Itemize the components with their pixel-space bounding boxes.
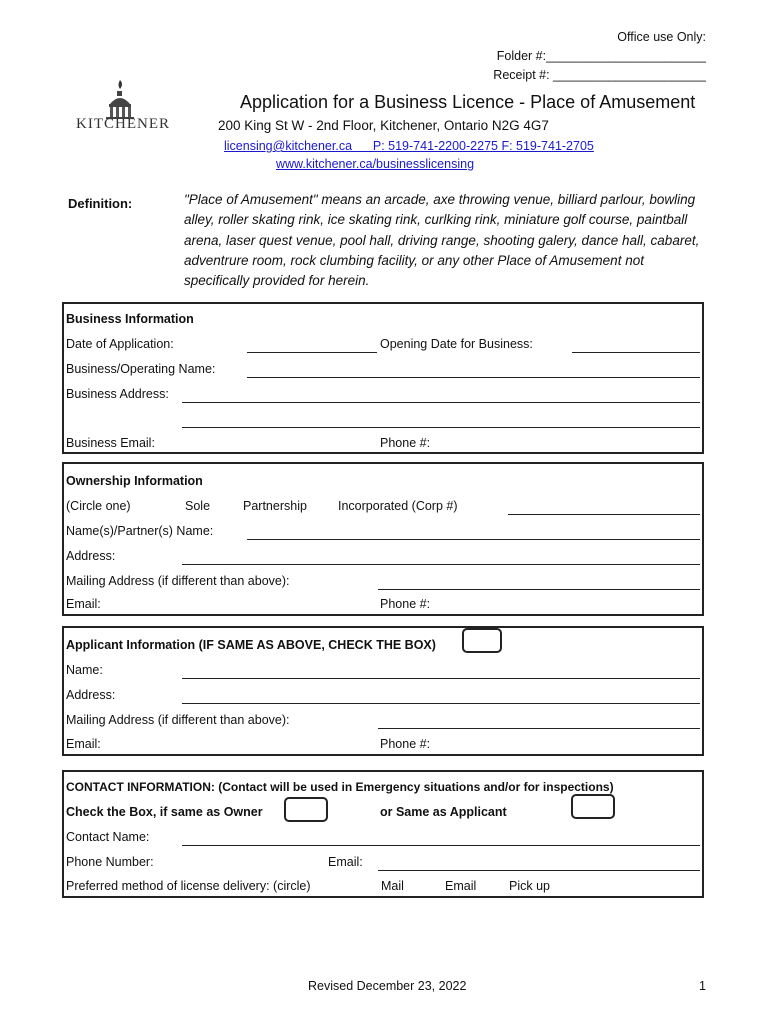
date-of-application-field[interactable] [247,352,377,353]
same-as-applicant-checkbox[interactable] [571,794,615,819]
website-link[interactable]: www.kitchener.ca/businesslicensing [276,157,475,171]
delivery-option-pickup[interactable]: Pick up [509,879,550,893]
applicant-mailing-label: Mailing Address (if different than above): [66,713,290,727]
business-address-label: Business Address: [66,387,169,401]
ownership-option-incorporated[interactable]: Incorporated (Corp #) [338,499,458,513]
ownership-info-heading: Ownership Information [66,474,203,488]
definition-label: Definition: [68,196,133,211]
same-as-above-checkbox[interactable] [462,628,502,653]
business-phone-label: Phone #: [380,436,431,450]
business-address-field-line2[interactable] [182,427,700,428]
opening-date-label: Opening Date for Business: [380,337,533,351]
applicant-name-field[interactable] [182,678,700,679]
receipt-number-field[interactable]: Receipt #: ______________________ [493,68,706,82]
office-address: 200 King St W - 2nd Floor, Kitchener, Ontario N2G 4G7 [218,118,549,133]
delivery-option-mail[interactable]: Mail [381,879,404,893]
owner-email-label: Email: [66,597,101,611]
business-email-label: Business Email: [66,436,155,450]
applicant-info-heading: Applicant Information (IF SAME AS ABOVE, CHECK THE BOX) [66,638,436,652]
owner-mailing-label: Mailing Address (if different than above): [66,574,290,588]
same-as-owner-checkbox[interactable] [284,797,328,822]
business-name-field[interactable] [247,377,700,378]
delivery-option-email[interactable]: Email [445,879,477,893]
owner-address-label: Address: [66,549,116,563]
owner-phone-label: Phone #: [380,597,431,611]
page-title: Application for a Business Licence - Place of Amusement [240,92,696,112]
applicant-email-label: Email: [66,737,101,751]
partner-names-field[interactable] [247,539,700,540]
contact-line-link[interactable]: licensing@kitchener.ca P: 519-741-2200-2275 F: 519-741-2705 [224,139,594,153]
contact-name-field[interactable] [182,845,700,846]
owner-address-field[interactable] [182,564,700,565]
owner-mailing-field[interactable] [378,589,700,590]
corp-number-field[interactable] [508,514,700,515]
applicant-name-label: Name: [66,663,103,677]
same-as-owner-label: Check the Box, if same as Owner [66,805,263,819]
applicant-address-field[interactable] [182,703,700,704]
date-of-application-label: Date of Application: [66,337,174,351]
delivery-method-label: Preferred method of license delivery: (circle) [66,879,311,893]
ownership-option-sole[interactable]: Sole [185,499,211,513]
logo-wordmark: KITCHENER [76,116,170,132]
definition-text: "Place of Amusement" means an arcade, axe throwing venue, billiard parlour, bowling alley, roller skating rink, ice skating rink, curlking rink, miniature golf course, paintball arena, laser quest venue, pool hall, driving range, shooting galery, dance hall, cabaret, adventrure room, rock clumbing facility, or any other Place of Amusement not specifically provided for herein. [184,192,700,289]
ownership-option-partnership[interactable]: Partnership [243,499,307,513]
circle-one-label: (Circle one) [66,499,131,513]
business-info-heading: Business Information [66,312,194,326]
revised-date: Revised December 23, 2022 [308,979,467,993]
contact-name-label: Contact Name: [66,830,150,844]
business-name-label: Business/Operating Name: [66,362,216,376]
opening-date-field[interactable] [572,352,700,353]
applicant-phone-label: Phone #: [380,737,431,751]
contact-email-label: Email: [328,855,363,869]
kitchener-logo [76,78,168,134]
business-address-field[interactable] [182,402,700,403]
applicant-address-label: Address: [66,688,116,702]
contact-phone-label: Phone Number: [66,855,154,869]
folder-number-field[interactable]: Folder #:_______________________ [496,49,706,63]
contact-email-field[interactable] [378,870,700,871]
office-use-heading: Office use Only: [617,30,706,44]
contact-info-heading: CONTACT INFORMATION: (Contact will be used in Emergency situations and/or for inspections) [66,780,614,794]
partner-names-label: Name(s)/Partner(s) Name: [66,524,214,538]
page-number: 1 [699,979,706,993]
applicant-mailing-field[interactable] [378,728,700,729]
same-as-applicant-label: or Same as Applicant [380,805,507,819]
